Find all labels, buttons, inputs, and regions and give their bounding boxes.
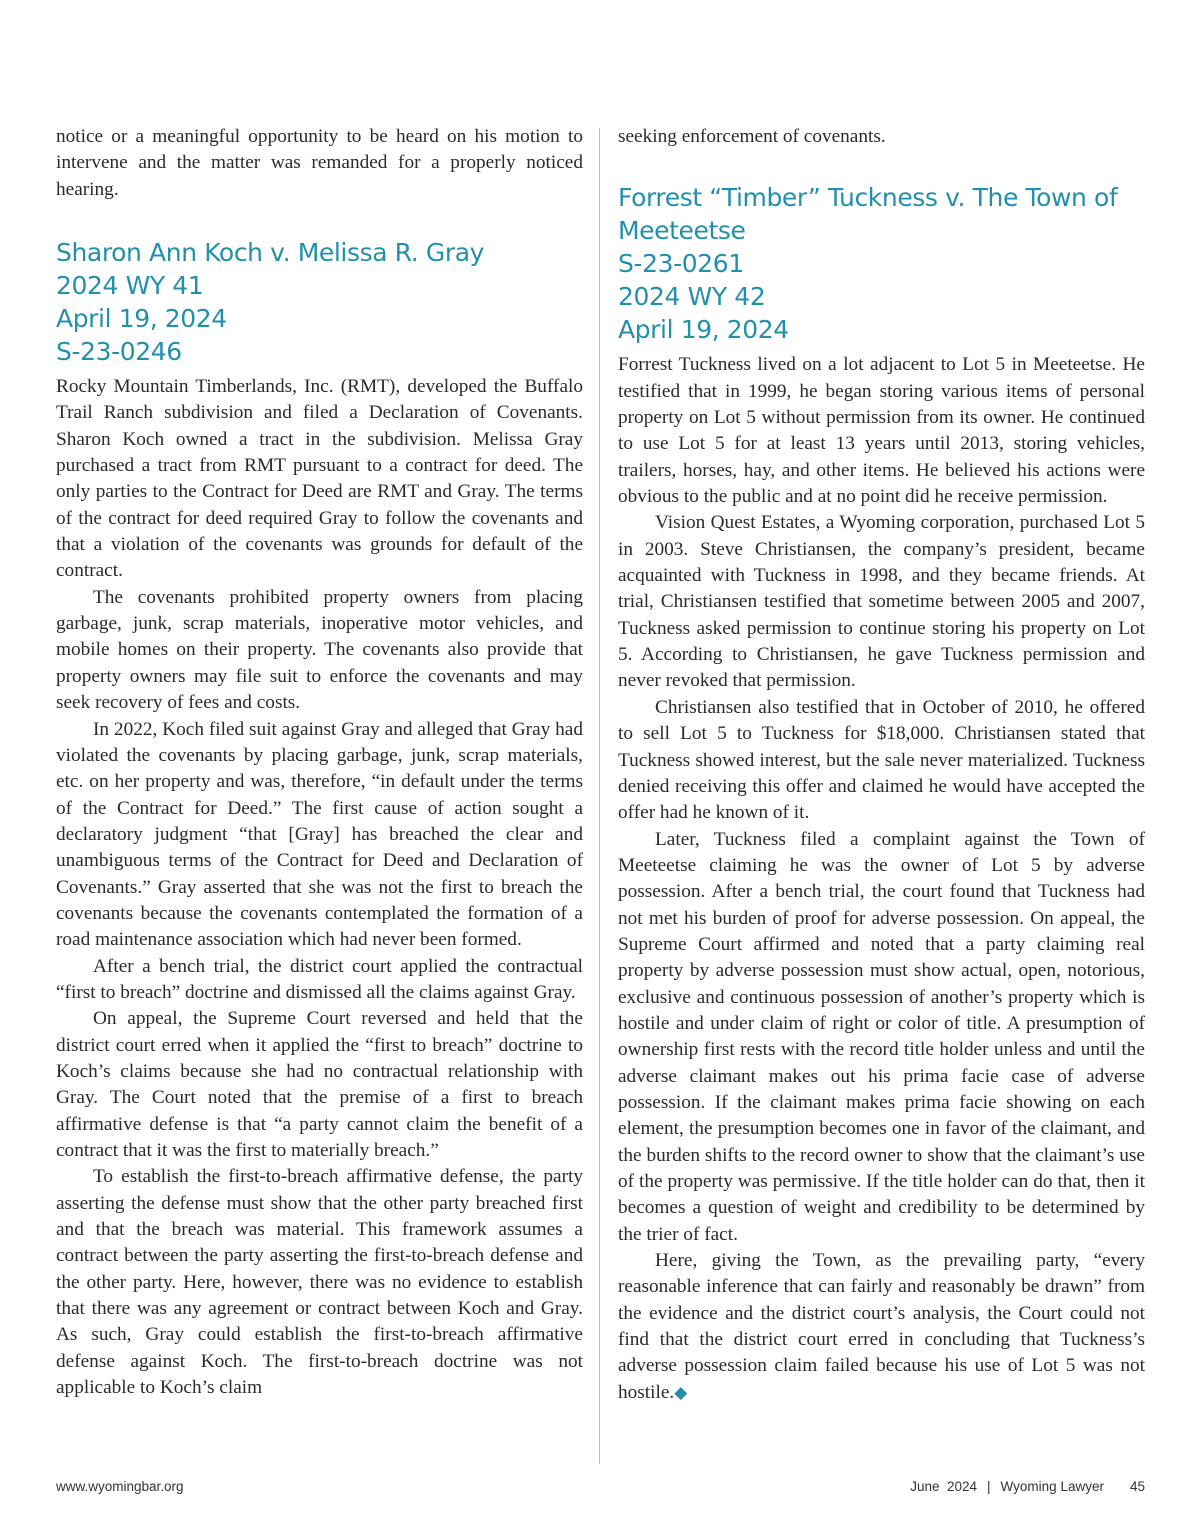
body-paragraph: Later, Tuckness filed a complaint against the Town of Meeteetse claiming he was the owner of Lot 5 by adverse possession. After a bench trial, the court found that Tuckness had not met his burden of proof for adverse possession. On appeal, the Supreme Court affirmed and noted that a party claiming real property by adverse possession must show actual, open, notorious, exclusive and continuous possession of another’s property which is hostile and under claim of right or color of title. A presumption of ownership first rests with the record title holder unless and until the adverse claimant makes out his prima facie case of adverse possession. If the claimant makes prima facie showing on each element, the presumption becomes one in favor of the claimant, and the burden shifts to the record owner to show that the claimant’s use of the property was permissive. If the title holder can do that, then it becomes a question of weight and credibility to be determined by the trier of fact.: [618, 828, 1145, 1245]
body-paragraph: The covenants prohibited property owners from placing garbage, junk, scrap materials, inoperative motor vehicles, and mobile homes on their property. The covenants also provide that property owners may file suit to enforce the covenants and may seek recovery of fees and costs.: [56, 586, 583, 714]
body-paragraph: Rocky Mountain Timberlands, Inc. (RMT), developed the Buffalo Trail Ranch subdivision and filed a Declaration of Covenants. Sharon Koch owned a tract in the subdivision. Melissa Gray purchased a tract from RMT pursuant to a contract for deed. The only parties to the Contract for Deed are RMT and Gray. The terms of the contract for deed required Gray to follow the covenants and that a violation of the covenants was grounds for default of the contract.: [56, 376, 583, 582]
body-paragraph: To establish the first-to-breach affirmative defense, the party asserting the defense must show that the other party breached first and that the breach was material. This framework assumes a contract between the party asserting the first-to-breach defense and the other party. Here, however, there was no evidence to establish that there was any agreement or contract between Koch and Gray. As such, Gray could establish the first-to-breach affirmative defense against Koch. The first-to-breach doctrine was not applicable to Koch’s claim: [56, 1166, 583, 1399]
footer-website: www.wyomingbar.org: [56, 1479, 184, 1494]
page-number: 45: [1129, 1479, 1145, 1494]
case-docket: S-23-0246: [56, 337, 182, 367]
body-paragraph: In 2022, Koch filed suit against Gray and alleged that Gray had violated the covenants by placing garbage, junk, scrap materials, etc. on her property and was, therefore, “in default under the terms of the Contract for Deed.” The first cause of action sought a declaratory judgment “that [Gray] has breached the clear and unambiguous terms of the Contract for Deed and Declaration of Covenants.” Gray asserted that she was not the first to breach the covenants because the covenants contemplated the formation of a road maintenance association which had never been formed.: [56, 718, 583, 951]
body-paragraph: Forrest Tuckness lived on a lot adjacent to Lot 5 in Meeteetse. He testified that in 1999, he began storing various items of personal property on Lot 5 without permission from its owner. He continued to use Lot 5 for at least 13 years until 2013, storing vehicles, trailers, horses, hay, and other items. He believed his actions were obvious to the public and at no point did he receive permission.: [618, 354, 1145, 508]
body-paragraph: Christiansen also testified that in October of 2010, he offered to sell Lot 5 to Tuckness for $18,000. Christiansen stated that Tuckness showed interest, but the sale never materialized. Tuckness denied receiving this offer and claimed he would have accepted the offer had he known of it.: [618, 696, 1145, 824]
end-diamond-icon: ◆: [674, 1382, 688, 1402]
case-date: April 19, 2024: [56, 304, 227, 334]
case-heading-koch-v-gray: [56, 236, 583, 368]
case-date: April 19, 2024: [618, 315, 789, 345]
body-paragraph: Vision Quest Estates, a Wyoming corporation, purchased Lot 5 in 2003. Steve Christiansen, the company’s president, became acquainted with Tuckness in 1998, and they became friends. At trial, Christiansen testified that sometime between 2005 and 2007, Tuckness asked permission to continue storing his property on Lot 5. According to Christiansen, he gave Tuckness permission and never revoked that permission.: [618, 512, 1145, 692]
case-docket: S-23-0261: [618, 249, 744, 279]
case-title-line2: Meeteetse: [618, 216, 746, 246]
left-intro-text: notice or a meaningful opportunity to be heard on his motion to intervene and the matter was remanded for a properly noticed hearing.: [56, 126, 583, 200]
final-paragraph-text: Here, giving the Town, as the prevailing party, “every reasonable inference that can fairly and reasonably be drawn” from the evidence and the district court’s analysis, the Court could not find that the district court erred in concluding that Tuckness’s adverse possession claim failed because his use of Lot 5 was not hostile.: [618, 1250, 1145, 1403]
case-title-line1: Forrest “Timber” Tuckness v. The Town of: [618, 183, 1118, 213]
body-paragraph: After a bench trial, the district court applied the contractual “first to breach” doctrine and dismissed all the claims against Gray.: [56, 955, 583, 1003]
left-column: [56, 124, 583, 1401]
case-title: Sharon Ann Koch v. Melissa R. Gray: [56, 238, 485, 268]
footer-issue-date: June 2024: [910, 1479, 978, 1494]
right-intro-text: seeking enforcement of covenants.: [618, 126, 886, 147]
footer-publication: Wyoming Lawyer: [1000, 1479, 1104, 1494]
column-divider: [599, 128, 600, 1464]
case-citation: 2024 WY 42: [618, 282, 766, 312]
footer-separator: |: [987, 1479, 991, 1494]
case-heading-tuckness-v-meeteetse: [618, 181, 1145, 346]
case-citation: 2024 WY 41: [56, 271, 204, 301]
right-column: [618, 124, 1145, 1406]
page-footer: [56, 1475, 1145, 1499]
final-paragraph: [618, 1248, 1145, 1406]
body-paragraph: On appeal, the Supreme Court reversed and held that the district court erred when it applied the “first to breach” doctrine to Koch’s claims because she had no contractual relationship with Gray. The Court noted that the premise of a first to breach affirmative defense is that “a party cannot claim the benefit of a contract that it was the first to materially breach.”: [56, 1008, 583, 1161]
footer-issue-info: [910, 1479, 1145, 1494]
